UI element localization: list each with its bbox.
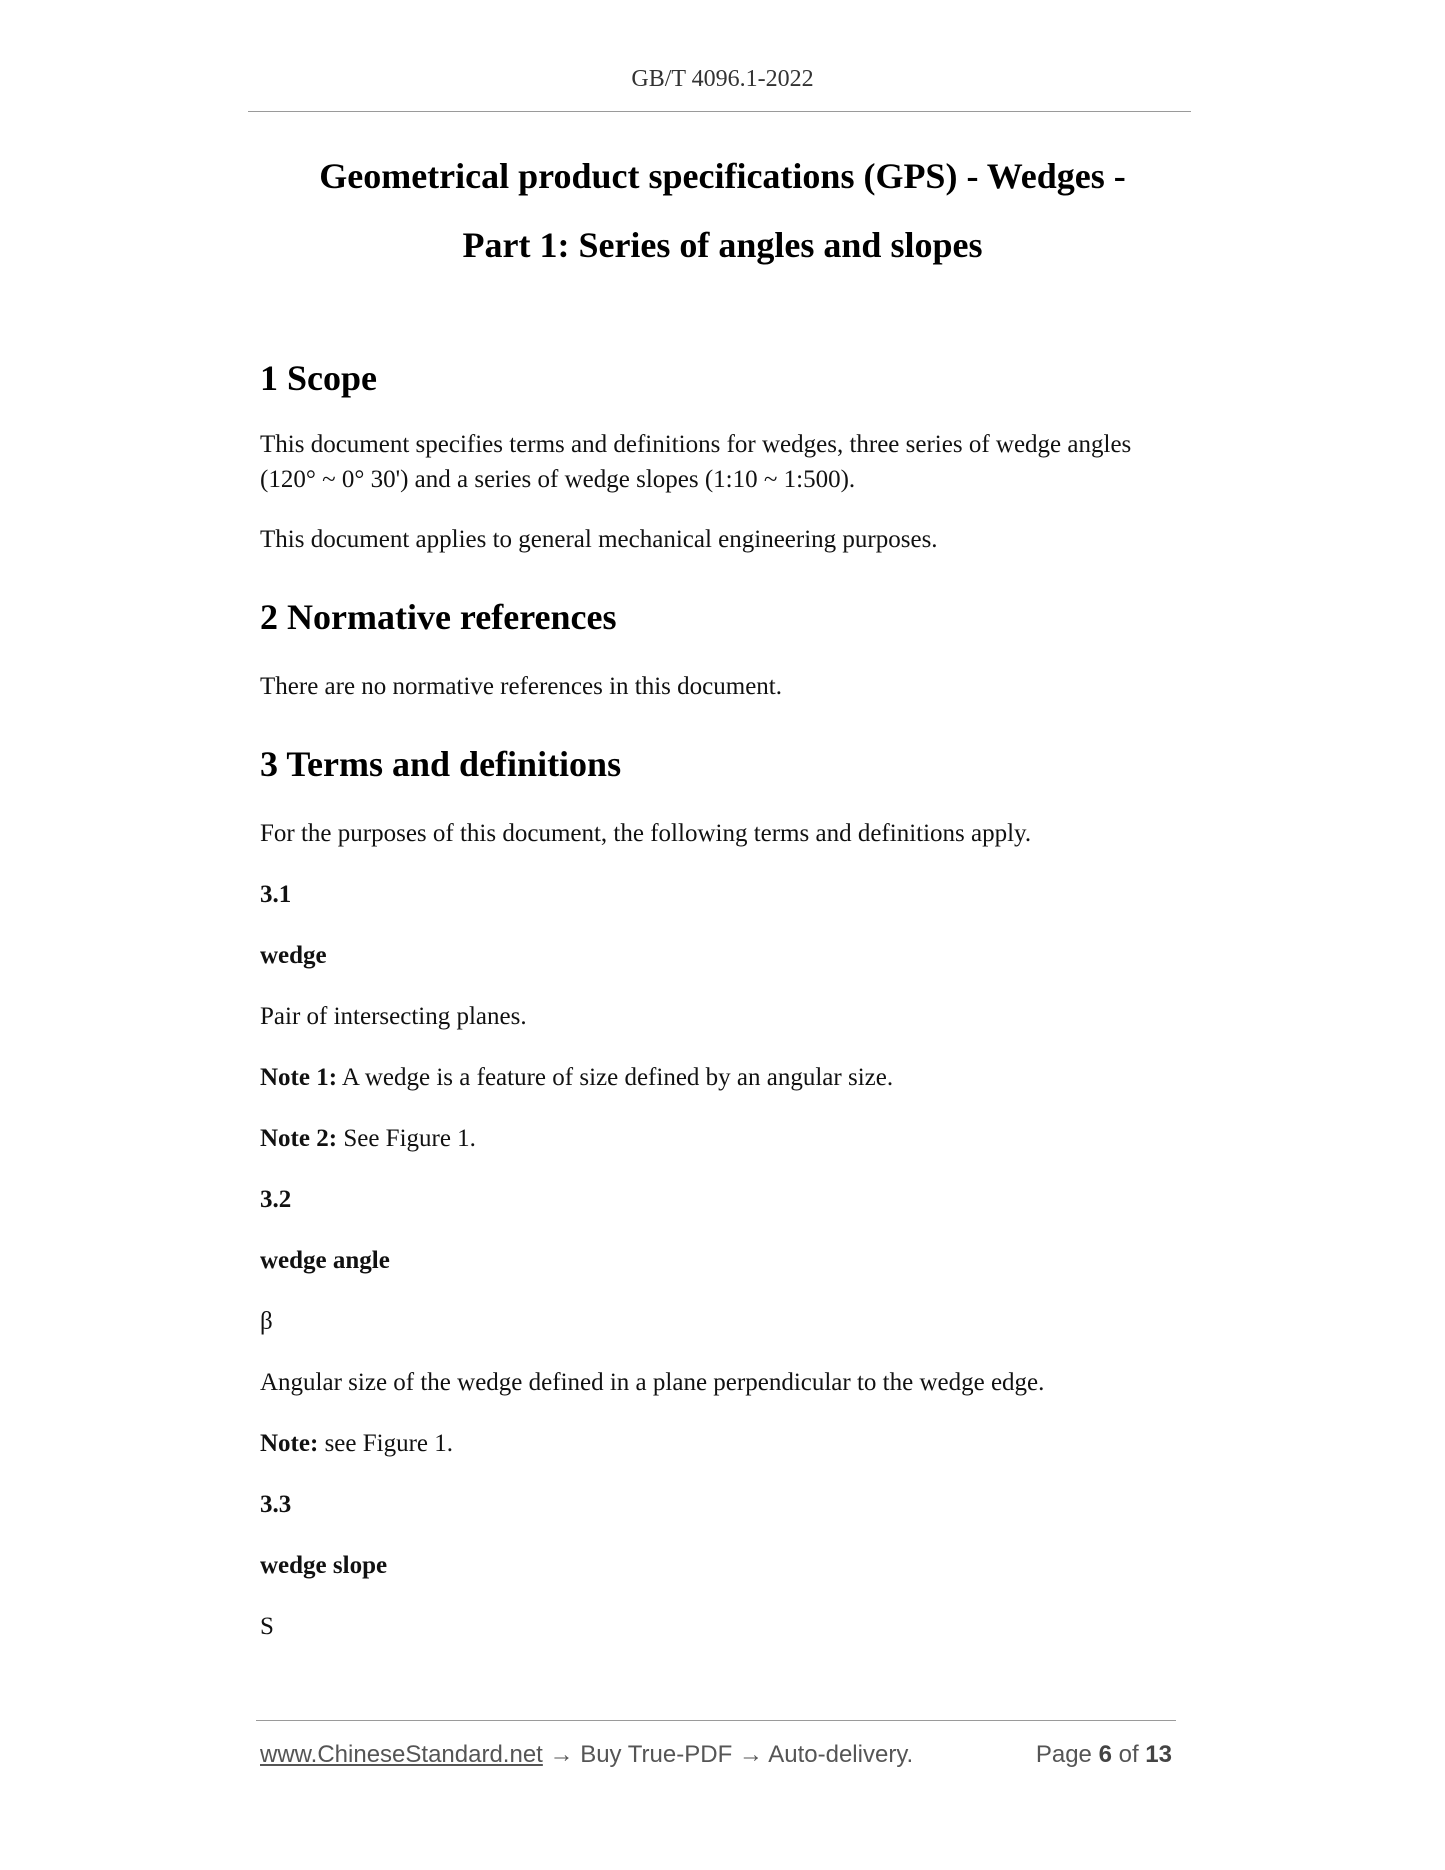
note-label: Note 1: [260, 1064, 338, 1091]
terms-intro-paragraph: For the purposes of this document, the following terms and definitions apply. [260, 820, 1032, 847]
term-definition-wedge: Pair of intersecting planes. [260, 1003, 527, 1030]
total-pages-number: 13 [1145, 1741, 1172, 1768]
page-indicator [1036, 1741, 1172, 1769]
arrow-right-icon: → [549, 1741, 574, 1768]
document-body [260, 356, 1190, 1644]
normative-references-paragraph: There are no normative references in this document. [260, 673, 782, 700]
term-name-wedge: wedge [260, 942, 327, 969]
chinese-standard-link[interactable]: www.ChineseStandard.net [260, 1741, 543, 1768]
term-note-2 [260, 1121, 1190, 1156]
note-text: see Figure 1. [318, 1430, 454, 1457]
term-definition-wedge-angle: Angular size of the wedge defined in a plane perpendicular to the wedge edge. [260, 1369, 1045, 1396]
document-title-line-1: Geometrical product specifications (GPS) - Wedges - [319, 156, 1126, 196]
term-number-3-2: 3.2 [260, 1186, 292, 1213]
page-label: Page [1035, 1741, 1092, 1768]
note-label: Note: [260, 1430, 319, 1457]
page-of-label: of [1118, 1741, 1139, 1768]
document-code-header: GB/T 4096.1-2022 [631, 66, 814, 92]
scope-paragraph-2: This document applies to general mechanical engineering purposes. [260, 526, 938, 553]
footer-promo [260, 1741, 913, 1769]
scope-paragraph-line-2: (120° ~ 0° 30') and a series of wedge slopes (1:10 ~ 1:500). [260, 466, 856, 493]
document-title-line-2: Part 1: Series of angles and slopes [462, 225, 983, 265]
section-heading-normative-references: 2 Normative references [260, 597, 617, 637]
buy-true-pdf-text: Buy True-PDF [580, 1741, 733, 1768]
note-label: Note 2: [260, 1125, 338, 1152]
note-text: See Figure 1. [337, 1125, 476, 1152]
note-text: A wedge is a feature of size defined by an angular size. [337, 1064, 894, 1091]
arrow-right-icon: → [738, 1741, 763, 1768]
term-number-3-1: 3.1 [260, 881, 292, 908]
auto-delivery-text: Auto-delivery. [768, 1741, 914, 1768]
section-heading-terms-and-definitions: 3 Terms and definitions [260, 744, 622, 784]
footer-divider [256, 1720, 1176, 1721]
section-heading-scope: 1 Scope [260, 358, 377, 398]
term-number-3-3: 3.3 [260, 1491, 292, 1518]
term-note [260, 1426, 1190, 1461]
term-symbol-s: S [260, 1613, 274, 1640]
term-name-wedge-angle: wedge angle [260, 1247, 390, 1274]
header-divider [248, 111, 1191, 112]
current-page-number: 6 [1098, 1741, 1112, 1768]
term-symbol-beta: β [260, 1308, 273, 1335]
term-note-1 [260, 1060, 1190, 1095]
term-name-wedge-slope: wedge slope [260, 1552, 388, 1579]
scope-paragraph-line-1: This document specifies terms and definitions for wedges, three series of wedge angles [260, 431, 1132, 458]
